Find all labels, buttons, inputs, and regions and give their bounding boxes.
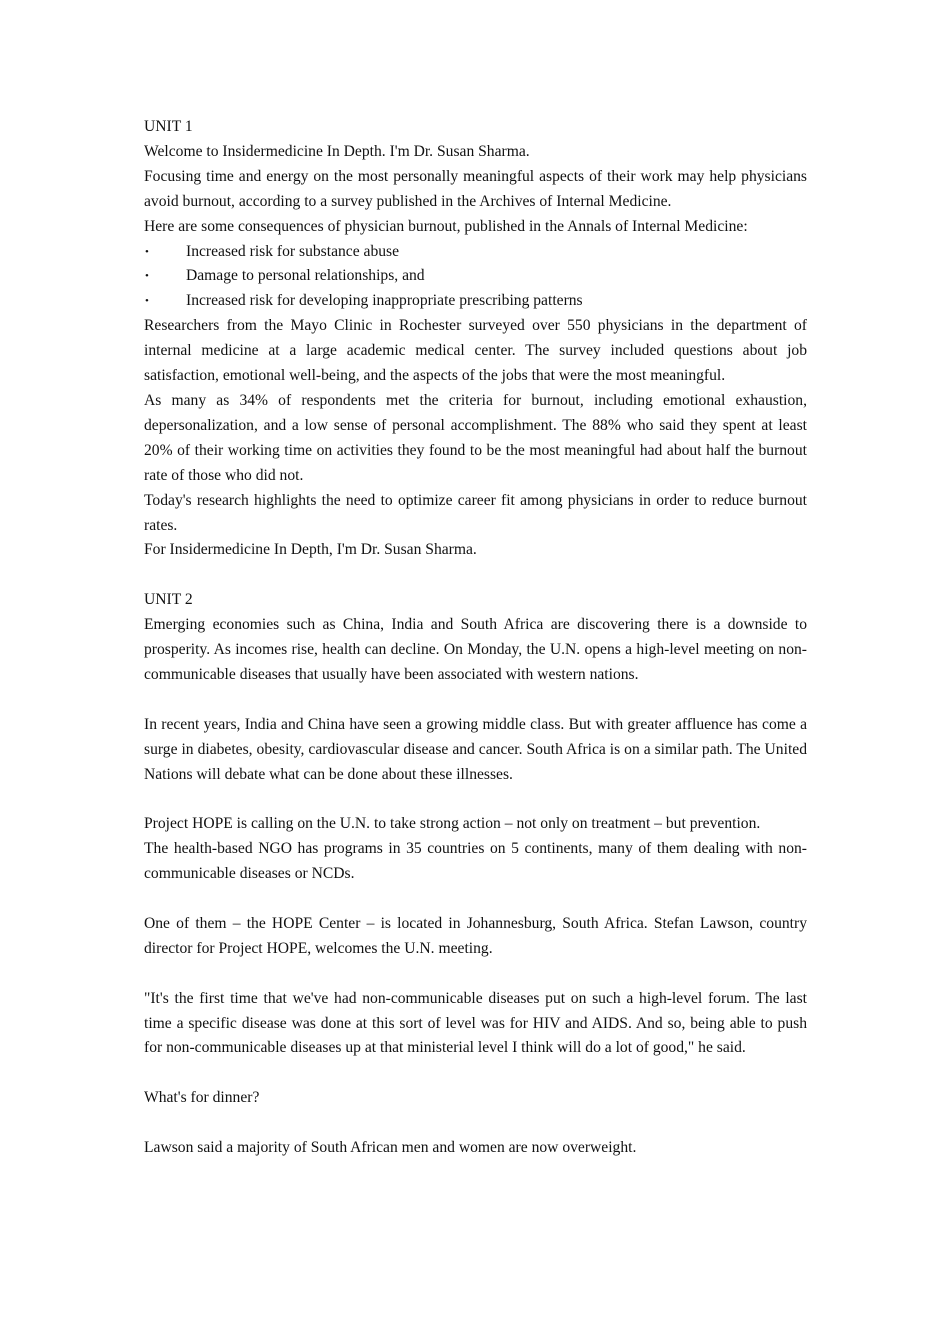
unit1-paragraph-5: Today's research highlights the need to optimize career fit among physicians in order to reduce burnout rates. [144, 491, 807, 534]
unit1-paragraph-4: As many as 34% of respondents met the criteria for burnout, including emotional exhaustion, depersonalization, and a low sense of personal accomplishment. The 88% who said they spent at least 20% of their working time on activities they found to be the most meaningful had about half the burnout rate of those who did not. [144, 391, 807, 484]
bullet-text: Increased risk for substance abuse [186, 242, 400, 260]
unit2-subheading: What's for dinner? [144, 1089, 260, 1107]
bullet-item [144, 289, 807, 314]
unit2-paragraph-4: One of them – the HOPE Center – is located in Johannesburg, South Africa. Stefan Lawson, country director for Project HOPE, welcomes the U.N. meeting. [144, 914, 807, 957]
unit1-paragraph-3: Researchers from the Mayo Clinic in Rochester surveyed over 550 physicians in the department of internal medicine at a large academic medical center. The survey included questions about job satisfaction, emotional well-being, and the aspects of the jobs that were the most meaningful. [144, 317, 807, 385]
bullet-icon: • [145, 295, 149, 308]
unit2-paragraph-3: The health-based NGO has programs in 35 countries on 5 continents, many of them dealing with non-communicable diseases or NCDs. [144, 840, 807, 883]
unit1-signoff: For Insidermedicine In Depth, I'm Dr. Susan Sharma. [144, 541, 477, 559]
spacer [144, 1111, 807, 1136]
spacer [144, 1061, 807, 1086]
bullet-text: Damage to personal relationships, and [186, 267, 425, 285]
unit2-paragraph-6: Lawson said a majority of South African men and women are now overweight. [144, 1139, 637, 1157]
unit2-paragraph-2: In recent years, India and China have seen a growing middle class. But with greater affluence has come a surge in diabetes, obesity, cardiovascular disease and cancer. South Africa is on a similar path. The United Nations will debate what can be done about these illnesses. [144, 715, 807, 783]
unit1-paragraph-1: Focusing time and energy on the most personally meaningful aspects of their work may help physicians avoid burnout, according to a survey published in the Archives of Internal Medicine. [144, 167, 807, 210]
document-page [144, 115, 807, 1161]
unit2-paragraph-1: Emerging economies such as China, India and South Africa are discovering there is a downside to prosperity. As incomes rise, health can decline. On Monday, the U.N. opens a high-level meeting on non-communicable diseases that usually have been associated with western nations. [144, 616, 807, 683]
spacer [144, 787, 807, 812]
spacer [144, 563, 807, 588]
spacer [144, 962, 807, 987]
unit1-paragraph-2: Here are some consequences of physician burnout, published in the Annals of Internal Medicine: [144, 217, 748, 235]
unit1-welcome: Welcome to Insidermedicine In Depth. I'm Dr. Susan Sharma. [144, 142, 530, 160]
unit2-paragraph-3-line-1: Project HOPE is calling on the U.N. to take strong action – not only on treatment – but prevention. [144, 815, 761, 833]
bullet-item [144, 240, 807, 265]
unit1-heading: UNIT 1 [144, 118, 193, 135]
bullet-text: Increased risk for developing inappropriate prescribing patterns [186, 292, 583, 310]
unit2-quote: "It's the first time that we've had non-communicable diseases put on such a high-level forum. The last time a specific disease was done at this sort of level was for HIV and AIDS. And so, being able to push for non-communicable diseases up at that ministerial level I think will do a lot of good," he said. [144, 989, 807, 1057]
bullet-item [144, 264, 807, 289]
bullet-icon: • [145, 245, 149, 258]
spacer [144, 887, 807, 912]
bullet-icon: • [145, 270, 149, 283]
unit2-heading: UNIT 2 [144, 591, 193, 609]
spacer [144, 688, 807, 713]
